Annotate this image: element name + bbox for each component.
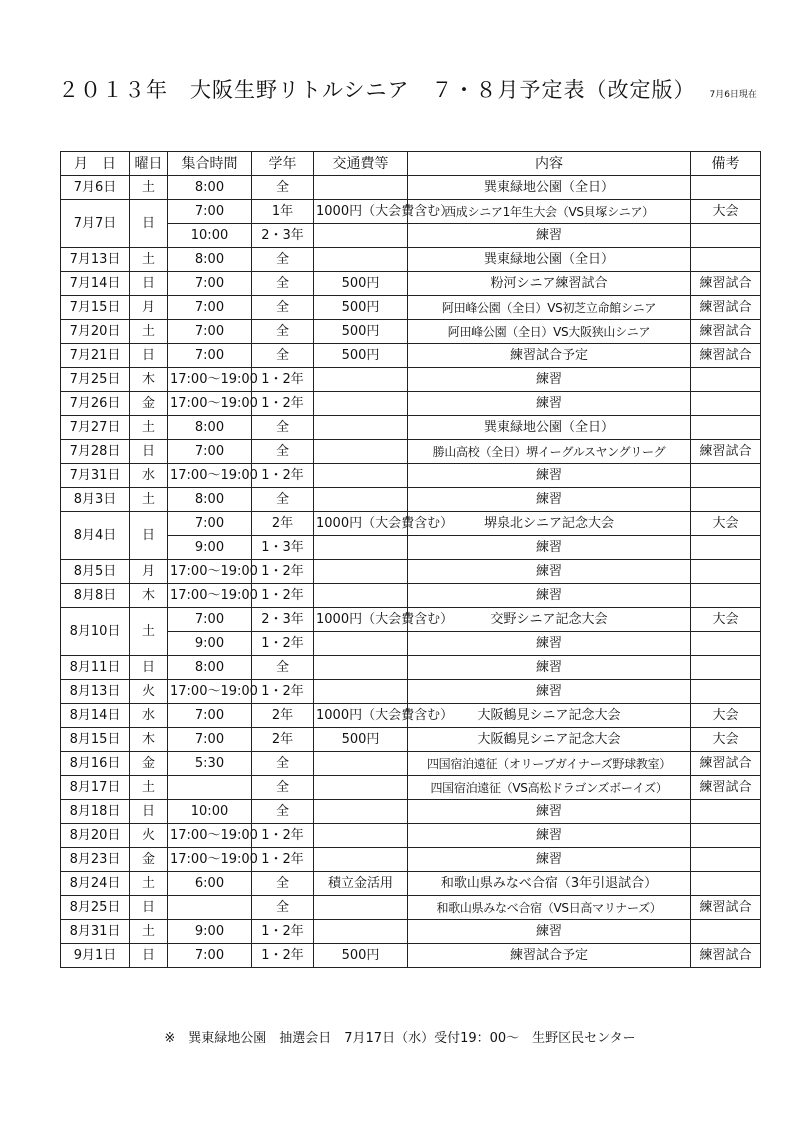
- grade-cell: 1・2年: [252, 584, 314, 608]
- grade-cell: 全: [252, 656, 314, 680]
- table-row: [61, 200, 761, 224]
- table-row: [61, 320, 761, 344]
- table-row: [61, 368, 761, 392]
- fare-cell: [314, 656, 408, 680]
- date-cell: 8月3日: [61, 488, 130, 512]
- date-cell: 7月20日: [61, 320, 130, 344]
- content-cell: 四国宿泊遠征（オリーブガイナーズ野球教室）: [408, 752, 691, 776]
- weekday-cell: 金: [130, 392, 168, 416]
- note-cell: [691, 800, 761, 824]
- grade-cell: 全: [252, 872, 314, 896]
- note-cell: [691, 248, 761, 272]
- note-cell: 大会: [691, 608, 761, 632]
- note-cell: 練習試合: [691, 320, 761, 344]
- content-cell: 練習試合予定: [408, 344, 691, 368]
- note-cell: 大会: [691, 200, 761, 224]
- column-header-time: 集合時間: [168, 152, 252, 176]
- content-cell: 和歌山県みなべ合宿（VS日高マリナーズ）: [408, 896, 691, 920]
- table-row: [61, 752, 761, 776]
- content-cell: 練習: [408, 848, 691, 872]
- time-cell: 7:00: [168, 200, 252, 224]
- column-header-fare: 交通費等: [314, 152, 408, 176]
- date-cell: 8月25日: [61, 896, 130, 920]
- fare-cell: 500円: [314, 272, 408, 296]
- table-row: [61, 776, 761, 800]
- header: [58, 74, 768, 104]
- table-row: [61, 656, 761, 680]
- time-cell: [168, 776, 252, 800]
- time-cell: 8:00: [168, 176, 252, 200]
- fare-cell: 500円: [314, 320, 408, 344]
- weekday-cell: 月: [130, 560, 168, 584]
- fare-cell: [314, 176, 408, 200]
- grade-cell: 2年: [252, 704, 314, 728]
- grade-cell: 全: [252, 296, 314, 320]
- content-cell: 巽東緑地公園（全日）: [408, 416, 691, 440]
- date-cell: 8月5日: [61, 560, 130, 584]
- time-cell: 17:00～19:00: [168, 824, 252, 848]
- grade-cell: 1・2年: [252, 680, 314, 704]
- date-cell: 8月15日: [61, 728, 130, 752]
- content-cell: 練習: [408, 920, 691, 944]
- content-cell: 練習: [408, 368, 691, 392]
- grade-cell: 全: [252, 176, 314, 200]
- fare-cell: [314, 824, 408, 848]
- note-cell: [691, 176, 761, 200]
- date-cell: 8月17日: [61, 776, 130, 800]
- table-row: [61, 512, 761, 536]
- content-cell: 大阪鶴見シニア記念大会: [408, 728, 691, 752]
- date-cell: 9月1日: [61, 944, 130, 968]
- note-cell: [691, 824, 761, 848]
- weekday-cell: 木: [130, 728, 168, 752]
- fare-cell: [314, 632, 408, 656]
- note-cell: [691, 848, 761, 872]
- content-cell: 巽東緑地公園（全日）: [408, 176, 691, 200]
- weekday-cell: 土: [130, 488, 168, 512]
- date-cell: 7月6日: [61, 176, 130, 200]
- grade-cell: 1・2年: [252, 560, 314, 584]
- note-cell: 練習試合: [691, 344, 761, 368]
- note-cell: [691, 368, 761, 392]
- fare-cell: [314, 752, 408, 776]
- table-header-row: [61, 152, 761, 176]
- table-row: [61, 728, 761, 752]
- time-cell: 9:00: [168, 536, 252, 560]
- content-cell: 和歌山県みなべ合宿（3年引退試合）: [408, 872, 691, 896]
- fare-cell: [314, 416, 408, 440]
- time-cell: 8:00: [168, 416, 252, 440]
- grade-cell: 2・3年: [252, 224, 314, 248]
- date-cell: 7月26日: [61, 392, 130, 416]
- time-cell: 6:00: [168, 872, 252, 896]
- table-row: [61, 584, 761, 608]
- grade-cell: 1・2年: [252, 920, 314, 944]
- weekday-cell: 金: [130, 752, 168, 776]
- note-cell: [691, 584, 761, 608]
- note-cell: [691, 632, 761, 656]
- weekday-cell: 木: [130, 368, 168, 392]
- time-cell: 17:00～19:00: [168, 464, 252, 488]
- grade-cell: 全: [252, 896, 314, 920]
- time-cell: 7:00: [168, 608, 252, 632]
- date-cell: 7月15日: [61, 296, 130, 320]
- date-cell: 8月8日: [61, 584, 130, 608]
- grade-cell: 全: [252, 416, 314, 440]
- fare-cell: 500円: [314, 728, 408, 752]
- content-cell: 大阪鶴見シニア記念大会: [408, 704, 691, 728]
- grade-cell: 全: [252, 776, 314, 800]
- table-row: [61, 944, 761, 968]
- table-row: [61, 800, 761, 824]
- note-cell: 練習試合: [691, 896, 761, 920]
- table-row: [61, 488, 761, 512]
- note-cell: [691, 224, 761, 248]
- weekday-cell: 火: [130, 680, 168, 704]
- fare-cell: [314, 440, 408, 464]
- content-cell: 阿田峰公園（全日）VS大阪狭山シニア: [408, 320, 691, 344]
- time-cell: 17:00～19:00: [168, 680, 252, 704]
- weekday-cell: 土: [130, 872, 168, 896]
- table-row: [61, 440, 761, 464]
- note-cell: [691, 680, 761, 704]
- weekday-cell: 日: [130, 440, 168, 464]
- note-cell: [691, 488, 761, 512]
- weekday-cell: 土: [130, 776, 168, 800]
- content-cell: 練習: [408, 800, 691, 824]
- schedule-table: [60, 151, 761, 968]
- grade-cell: 全: [252, 320, 314, 344]
- grade-cell: 2・3年: [252, 608, 314, 632]
- fare-cell: 1000円（大会費含む）: [314, 200, 408, 224]
- weekday-cell: 日: [130, 344, 168, 368]
- time-cell: 7:00: [168, 728, 252, 752]
- time-cell: 17:00～19:00: [168, 584, 252, 608]
- weekday-cell: 金: [130, 848, 168, 872]
- grade-cell: 全: [252, 800, 314, 824]
- grade-cell: 全: [252, 440, 314, 464]
- fare-cell: [314, 680, 408, 704]
- table-row: [61, 920, 761, 944]
- weekday-cell: 日: [130, 200, 168, 248]
- weekday-cell: 土: [130, 320, 168, 344]
- date-cell: 7月14日: [61, 272, 130, 296]
- note-cell: [691, 920, 761, 944]
- table-row: [61, 272, 761, 296]
- fare-cell: [314, 536, 408, 560]
- time-cell: 10:00: [168, 800, 252, 824]
- grade-cell: 全: [252, 488, 314, 512]
- date-cell: 8月20日: [61, 824, 130, 848]
- fare-cell: [314, 848, 408, 872]
- note-cell: 大会: [691, 704, 761, 728]
- note-cell: [691, 392, 761, 416]
- content-cell: 練習: [408, 560, 691, 584]
- weekday-cell: 土: [130, 416, 168, 440]
- weekday-cell: 日: [130, 896, 168, 920]
- content-cell: 交野シニア記念大会: [408, 608, 691, 632]
- time-cell: 7:00: [168, 344, 252, 368]
- weekday-cell: 土: [130, 608, 168, 656]
- content-cell: 四国宿泊遠征（VS高松ドラゴンズボーイズ）: [408, 776, 691, 800]
- grade-cell: 2年: [252, 512, 314, 536]
- grade-cell: 1・2年: [252, 848, 314, 872]
- fare-cell: 1000円（大会費含む）: [314, 608, 408, 632]
- date-cell: 7月7日: [61, 200, 130, 248]
- weekday-cell: 日: [130, 944, 168, 968]
- weekday-cell: 土: [130, 176, 168, 200]
- fare-cell: [314, 560, 408, 584]
- fare-cell: 500円: [314, 944, 408, 968]
- note-cell: [691, 464, 761, 488]
- note-cell: 練習試合: [691, 752, 761, 776]
- time-cell: 17:00～19:00: [168, 392, 252, 416]
- table-row: [61, 872, 761, 896]
- date-cell: 8月23日: [61, 848, 130, 872]
- fare-cell: [314, 488, 408, 512]
- content-cell: 練習: [408, 656, 691, 680]
- content-cell: 練習: [408, 680, 691, 704]
- weekday-cell: 水: [130, 704, 168, 728]
- time-cell: [168, 896, 252, 920]
- table-row: [61, 896, 761, 920]
- fare-cell: [314, 920, 408, 944]
- table-row: [61, 416, 761, 440]
- fare-cell: [314, 368, 408, 392]
- weekday-cell: 日: [130, 800, 168, 824]
- grade-cell: 1年: [252, 200, 314, 224]
- weekday-cell: 土: [130, 248, 168, 272]
- time-cell: 7:00: [168, 944, 252, 968]
- weekday-cell: 日: [130, 656, 168, 680]
- date-cell: 8月13日: [61, 680, 130, 704]
- fare-cell: [314, 464, 408, 488]
- date-cell: 8月16日: [61, 752, 130, 776]
- note-cell: 大会: [691, 512, 761, 536]
- time-cell: 7:00: [168, 272, 252, 296]
- date-cell: 8月24日: [61, 872, 130, 896]
- time-cell: 5:30: [168, 752, 252, 776]
- weekday-cell: 日: [130, 512, 168, 560]
- page-title: ２０１３年 大阪生野リトルシニア ７・８月予定表（改定版）: [58, 78, 696, 102]
- content-cell: 練習: [408, 392, 691, 416]
- date-cell: 8月4日: [61, 512, 130, 560]
- table-row: [61, 848, 761, 872]
- date-cell: 7月25日: [61, 368, 130, 392]
- table-row: [61, 464, 761, 488]
- content-cell: 練習: [408, 632, 691, 656]
- date-cell: 8月14日: [61, 704, 130, 728]
- content-cell: 練習試合予定: [408, 944, 691, 968]
- content-cell: 練習: [408, 224, 691, 248]
- footnote: ※ 巽東緑地公園 抽選会日 7月17日（水）受付19：00～ 生野区民センター: [164, 1031, 636, 1046]
- grade-cell: 1・2年: [252, 464, 314, 488]
- date-cell: 7月13日: [61, 248, 130, 272]
- fare-cell: [314, 248, 408, 272]
- time-cell: 17:00～19:00: [168, 368, 252, 392]
- weekday-cell: 水: [130, 464, 168, 488]
- grade-cell: 1・2年: [252, 944, 314, 968]
- column-header-grade: 学年: [252, 152, 314, 176]
- grade-cell: 1・2年: [252, 632, 314, 656]
- note-cell: 練習試合: [691, 272, 761, 296]
- note-cell: [691, 536, 761, 560]
- note-cell: [691, 872, 761, 896]
- content-cell: 堺泉北シニア記念大会: [408, 512, 691, 536]
- note-cell: 練習試合: [691, 944, 761, 968]
- fare-cell: 1000円（大会費含む）: [314, 704, 408, 728]
- table-row: [61, 392, 761, 416]
- fare-cell: 積立金活用: [314, 872, 408, 896]
- table-row: [61, 248, 761, 272]
- date-cell: 7月31日: [61, 464, 130, 488]
- time-cell: 17:00～19:00: [168, 560, 252, 584]
- note-cell: [691, 560, 761, 584]
- table-row: [61, 680, 761, 704]
- table-row: [61, 560, 761, 584]
- note-cell: 大会: [691, 728, 761, 752]
- fare-cell: [314, 392, 408, 416]
- date-cell: 8月18日: [61, 800, 130, 824]
- time-cell: 17:00～19:00: [168, 848, 252, 872]
- weekday-cell: 火: [130, 824, 168, 848]
- weekday-cell: 土: [130, 920, 168, 944]
- column-header-content: 内容: [408, 152, 691, 176]
- time-cell: 7:00: [168, 512, 252, 536]
- content-cell: 練習: [408, 824, 691, 848]
- date-cell: 8月10日: [61, 608, 130, 656]
- date-cell: 7月21日: [61, 344, 130, 368]
- content-cell: 練習: [408, 464, 691, 488]
- grade-cell: 全: [252, 272, 314, 296]
- grade-cell: 1・3年: [252, 536, 314, 560]
- fare-cell: 1000円（大会費含む）: [314, 512, 408, 536]
- date-cell: 7月27日: [61, 416, 130, 440]
- fare-cell: [314, 800, 408, 824]
- grade-cell: 1・2年: [252, 824, 314, 848]
- fare-cell: [314, 224, 408, 248]
- content-cell: 阿田峰公園（全日）VS初芝立命館シニア: [408, 296, 691, 320]
- grade-cell: 1・2年: [252, 392, 314, 416]
- date-cell: 8月11日: [61, 656, 130, 680]
- table-row: [61, 824, 761, 848]
- grade-cell: 1・2年: [252, 368, 314, 392]
- note-cell: [691, 416, 761, 440]
- time-cell: 8:00: [168, 656, 252, 680]
- time-cell: 8:00: [168, 248, 252, 272]
- fare-cell: [314, 584, 408, 608]
- content-cell: 粉河シニア練習試合: [408, 272, 691, 296]
- note-cell: 練習試合: [691, 440, 761, 464]
- date-cell: 7月28日: [61, 440, 130, 464]
- content-cell: 練習: [408, 536, 691, 560]
- content-cell: 勝山高校（全日）堺イーグルスヤングリーグ: [408, 440, 691, 464]
- time-cell: 10:00: [168, 224, 252, 248]
- time-cell: 9:00: [168, 920, 252, 944]
- column-header-note: 備考: [691, 152, 761, 176]
- weekday-cell: 月: [130, 296, 168, 320]
- content-cell: 練習: [408, 488, 691, 512]
- content-cell: 練習: [408, 584, 691, 608]
- content-cell: 巽東緑地公園（全日）: [408, 248, 691, 272]
- table-row: [61, 344, 761, 368]
- table-row: [61, 176, 761, 200]
- time-cell: 9:00: [168, 632, 252, 656]
- grade-cell: 全: [252, 344, 314, 368]
- time-cell: 7:00: [168, 320, 252, 344]
- grade-cell: 全: [252, 752, 314, 776]
- fare-cell: [314, 896, 408, 920]
- fare-cell: 500円: [314, 296, 408, 320]
- grade-cell: 全: [252, 248, 314, 272]
- table-row: [61, 704, 761, 728]
- as-of-date: 7月6日現在: [709, 90, 757, 100]
- time-cell: 8:00: [168, 488, 252, 512]
- content-cell: 西成シニア1年生大会（VS貝塚シニア）: [408, 200, 691, 224]
- table-row: [61, 296, 761, 320]
- weekday-cell: 木: [130, 584, 168, 608]
- note-cell: 練習試合: [691, 296, 761, 320]
- note-cell: 練習試合: [691, 776, 761, 800]
- weekday-cell: 日: [130, 272, 168, 296]
- schedule-body: [61, 176, 761, 968]
- time-cell: 7:00: [168, 704, 252, 728]
- table-row: [61, 608, 761, 632]
- date-cell: 8月31日: [61, 920, 130, 944]
- grade-cell: 2年: [252, 728, 314, 752]
- fare-cell: 500円: [314, 344, 408, 368]
- time-cell: 7:00: [168, 296, 252, 320]
- note-cell: [691, 656, 761, 680]
- column-header-date: 月 日: [61, 152, 130, 176]
- fare-cell: [314, 776, 408, 800]
- time-cell: 7:00: [168, 440, 252, 464]
- column-header-day: 曜日: [130, 152, 168, 176]
